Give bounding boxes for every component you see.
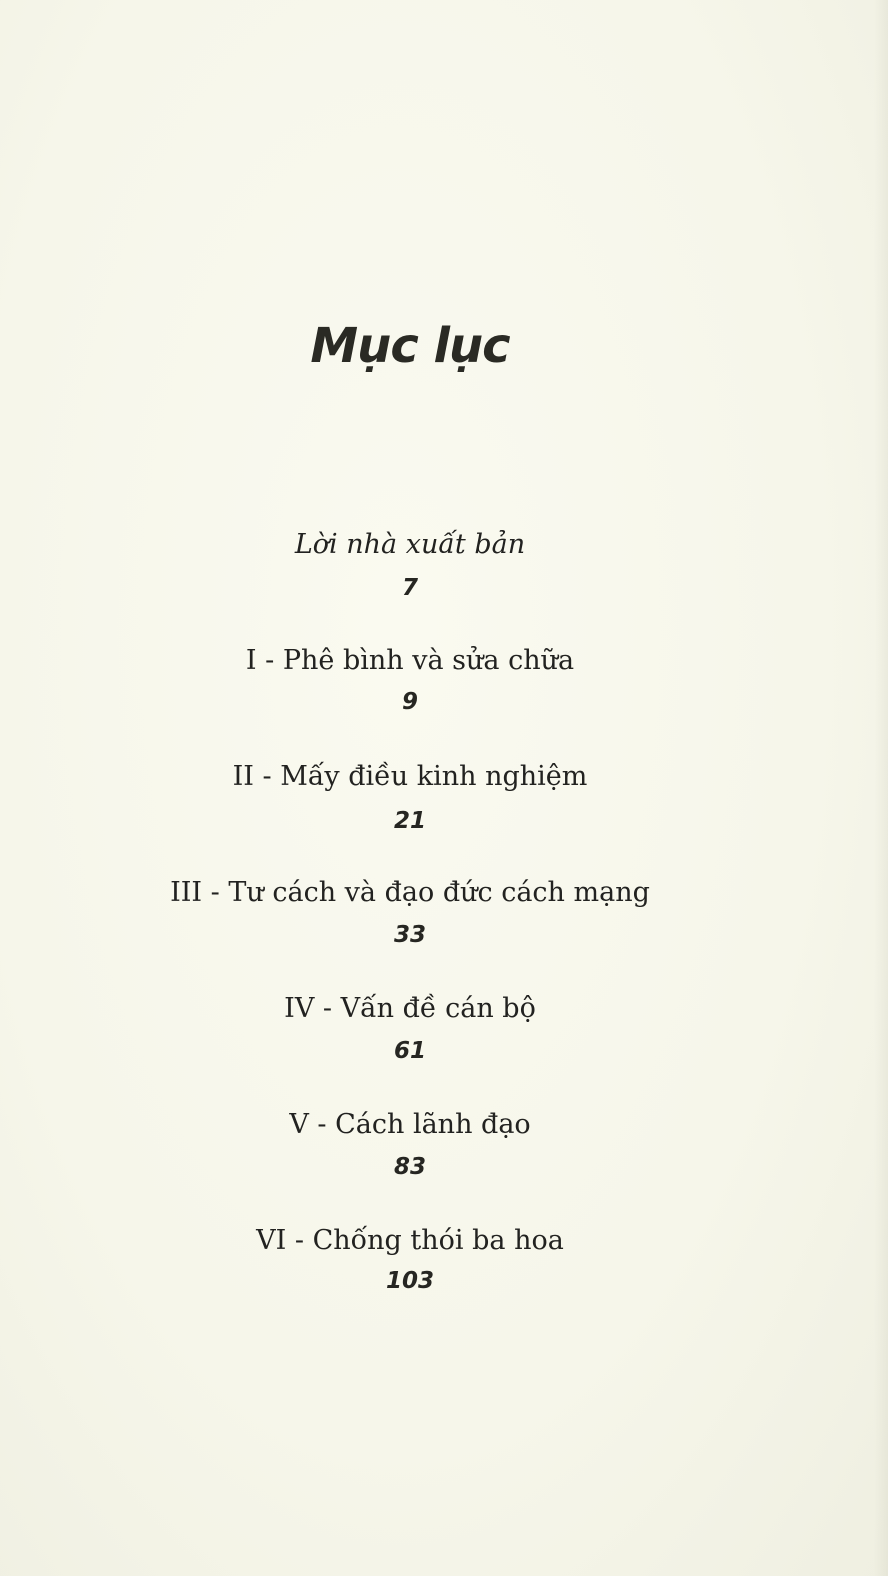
toc-entry-title: Lời nhà xuất bản (294, 529, 526, 560)
toc-entry-page-number: 21 (393, 808, 426, 834)
toc-entry-title: IV - Vấn đề cán bộ (284, 993, 536, 1024)
toc-entry-title: I - Phê bình và sửa chữa (245, 645, 575, 676)
page-title: Mục lục (310, 318, 510, 374)
toc-entry-page-number: 61 (393, 1038, 426, 1064)
toc-entry-page-number: 83 (393, 1154, 426, 1180)
toc-entry-title: III - Tư cách và đạo đức cách mạng (170, 877, 650, 908)
toc-entry-page-number: 103 (385, 1268, 434, 1294)
toc-entry-title: II - Mấy điều kinh nghiệm (232, 761, 588, 792)
toc-entry-page-number: 9 (401, 689, 418, 715)
toc-entry-title: V - Cách lãnh đạo (289, 1109, 531, 1140)
toc-entry-title: VI - Chống thói ba hoa (256, 1225, 564, 1256)
toc-entry-page-number: 33 (393, 922, 426, 948)
toc-entry-page-number: 7 (401, 575, 418, 601)
page-edge-shadow (874, 0, 888, 1576)
